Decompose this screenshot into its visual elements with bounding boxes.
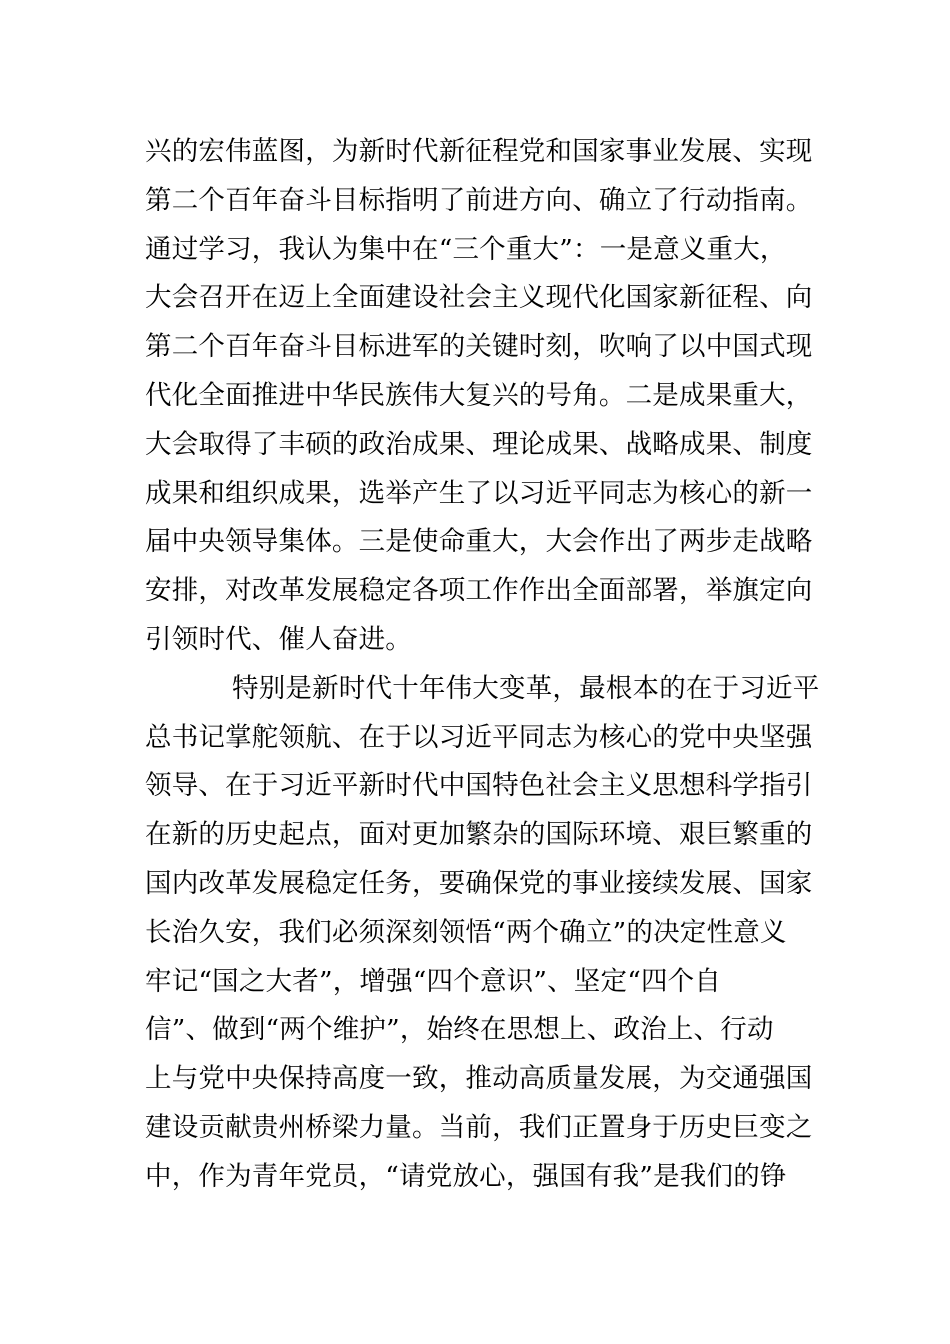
text-line: 国内改革发展稳定任务，要确保党的事业接续发展、国家 (145, 867, 813, 899)
text-line: 长治久安，我们必须深刻领悟“两个确立”的决定性意义 (145, 916, 787, 948)
text-line: 建设贡献贵州桥梁力量。当前，我们正置身于历史巨变之 (145, 1111, 813, 1143)
text-line: 引领时代、催人奋进。 (145, 623, 412, 655)
text-line: 安排，对改革发展稳定各项工作作出全面部署，举旗定向 (145, 575, 813, 607)
paragraph-2 (145, 665, 820, 1202)
text-line: 信”、做到“两个维护”，始终在思想上、政治上、行动 (145, 1014, 774, 1046)
text-line: 中，作为青年党员，“请党放心，强国有我”是我们的铮 (145, 1160, 787, 1192)
text-line: 领导、在于习近平新时代中国特色社会主义思想科学指引 (145, 770, 813, 802)
text-line: 总书记掌舵领航、在于以习近平同志为核心的党中央坚强 (145, 721, 813, 753)
text-line: 届中央领导集体。三是使命重大，大会作出了两步走战略 (145, 526, 813, 558)
text-line: 牢记“国之大者”，增强“四个意识”、坚定“四个自 (145, 965, 722, 997)
text-line: 上与党中央保持高度一致，推动高质量发展，为交通强国 (145, 1063, 813, 1095)
text-line: 大会召开在迈上全面建设社会主义现代化国家新征程、向 (145, 282, 813, 314)
text-line: 大会取得了丰硕的政治成果、理论成果、战略成果、制度 (145, 428, 813, 460)
text-line-indented: 特别是新时代十年伟大变革，最根本的在于习近平 (232, 672, 820, 704)
text-line: 第二个百年奋斗目标指明了前进方向、确立了行动指南。 (145, 184, 813, 216)
text-line: 成果和组织成果，选举产生了以习近平同志为核心的新一 (145, 477, 813, 509)
text-line: 代化全面推进中华民族伟大复兴的号角。二是成果重大， (145, 379, 813, 411)
document-body (145, 128, 820, 1202)
text-line: 在新的历史起点，面对更加繁杂的国际环境、艰巨繁重的 (145, 819, 813, 851)
text-line: 第二个百年奋斗目标进军的关键时刻，吹响了以中国式现 (145, 331, 813, 363)
paragraph-1 (145, 128, 813, 665)
text-line: 通过学习，我认为集中在“三个重大”：一是意义重大， (145, 233, 787, 265)
text-line: 兴的宏伟蓝图，为新时代新征程党和国家事业发展、实现 (145, 136, 813, 167)
